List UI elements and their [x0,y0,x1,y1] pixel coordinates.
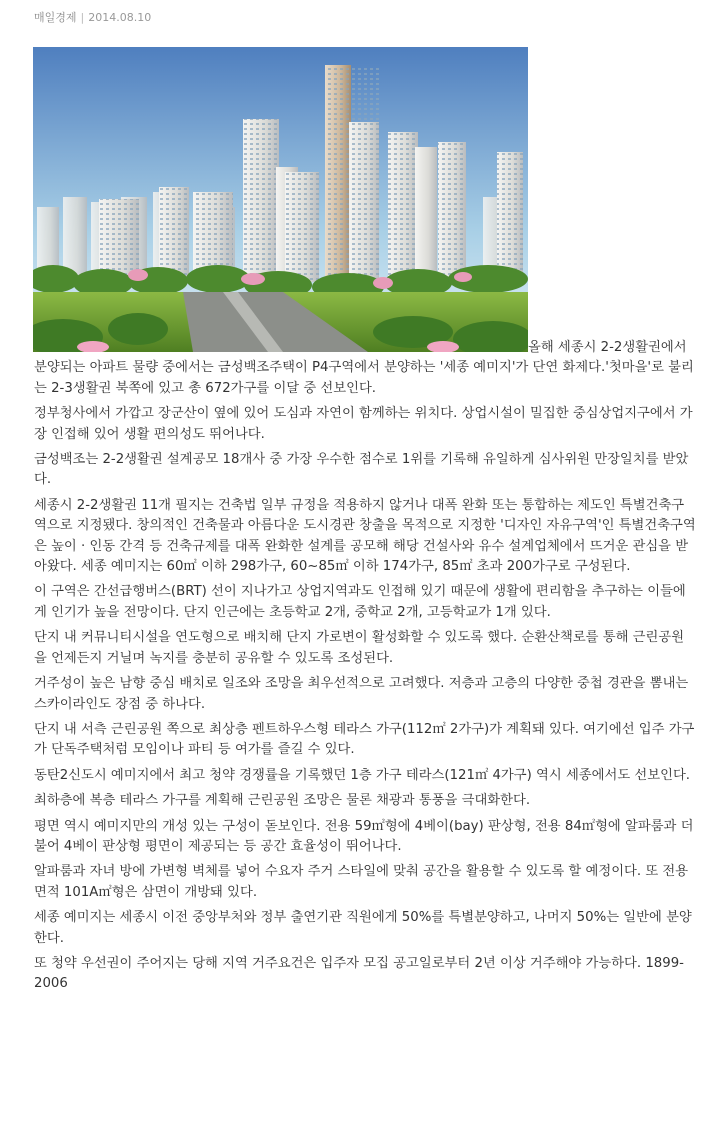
article-paragraph: 세종 예미지는 세종시 이전 중앙부처와 정부 출연기관 직원에게 50%를 특별분양하고, 나머지 50%는 일반에 분양한다. [34,910,692,946]
article-paragraph: 최하층에 복층 테라스 가구를 계획해 근린공원 조망은 물론 채광과 통풍을 극대화한다. [34,793,531,809]
article-paragraph: 거주성이 높은 남향 중심 배치로 일조와 조망을 최우선적으로 고려했다. 저층과 고층의 다양한 중첩 경관을 뽐내는 스카이라인도 장점 중 하나다. [34,676,689,712]
article-paragraph: 올해 세종시 2-2생활권에서 분양되는 아파트 물량 중에서는 금성백조주택이 P4구역에서 분양하는 '세종 예미지'가 단연 화제다.'첫마을'로 불리는 2-3생활권 북쪽에 있고 총 672가구를 이달 중 선보인다. [34,340,694,396]
article-paragraph: 이 구역은 간선급행버스(BRT) 선이 지나가고 상업지역과도 인접해 있기 때문에 생활에 편리함을 추구하는 이들에게 인기가 높을 전망이다. 단지 인근에는 초등학교 2개, 중학교 2개, 고등학교가 1개 있다. [34,584,686,620]
article-paragraph: 단지 내 커뮤니티시설을 연도형으로 배치해 단지 가로변이 활성화할 수 있도록 했다. 순환산책로를 통해 근린공원을 언제든지 거닐며 녹지를 충분히 공유할 수 있도록 조성된다. [34,630,685,666]
article-paragraph: 정부청사에서 가깝고 장군산이 옆에 있어 도심과 자연이 함께하는 위치다. 상업시설이 밀집한 중심상업지구에서 가장 인접해 있어 생활 편의성도 뛰어나다. [34,406,693,442]
article-meta [34,11,151,25]
article-paragraph: 금성백조는 2-2생활권 설계공모 18개사 중 가장 우수한 점수로 1위를 기록해 유일하게 심사위원 만장일치를 받았다. [34,452,689,488]
meta-separator: | [80,11,85,24]
article-paragraph: 또 청약 우선권이 주어지는 당해 지역 거주요건은 입주자 모집 공고일로부터 2년 이상 거주해야 가능하다. 1899-2006 [34,955,684,992]
article-paragraph: 동탄2신도시 예미지에서 최고 청약 경쟁률을 기록했던 1층 가구 테라스(121㎡ 4가구) 역시 세종에서도 선보인다. [34,767,691,783]
article-paragraph: 단지 내 서측 근린공원 쪽으로 최상층 펜트하우스형 테라스 가구(112㎡ 2가구)가 계획돼 있다. 여기에선 입주 가구가 단독주택처럼 모임이나 파티 등 여가를 즐길 수 있다. [34,721,695,758]
publish-date: 2014.08.10 [88,11,152,24]
news-source[interactable]: 매일경제 [34,11,77,24]
article-paragraph: 알파룸과 자녀 방에 가변형 벽체를 넣어 수요자 주거 스타일에 맞춰 공간을 활용할 수 있도록 할 예정이다. 또 전용면적 101A㎡형은 삼면이 개방돼 있다. [34,864,689,900]
article-paragraph: 세종시 2-2생활권 11개 필지는 건축법 일부 규정을 적용하지 않거나 대폭 완화 또는 통합하는 제도인 특별건축구역으로 지정됐다. 창의적인 건축물과 아름다운 도시경관 창출을 목적으로 지정한 '디자인 자유구역'인 특별건축구역은 높이 · 인동 간격 등 건축규제를 대폭 완화한 설계를 공모해 해당 건설사와 유수 설계업체에서 뜨거운 관심을 받아왔다. 세종 예미지는 60㎡ 이하 298가구, 60~85㎡ 이하 174가구, 85㎡ 초과 200가구로 구성된다. [34,497,696,575]
article-body [34,338,696,1000]
article-paragraph: 평면 역시 예미지만의 개성 있는 구성이 돋보인다. 전용 59㎡형에 4베이(bay) 판상형, 전용 84㎡형에 알파룸과 더불어 4베이 판상형 평면이 제공되는 등 공간 효율성이 뛰어나다. [34,818,694,854]
apartment-rendering-image [33,47,528,352]
